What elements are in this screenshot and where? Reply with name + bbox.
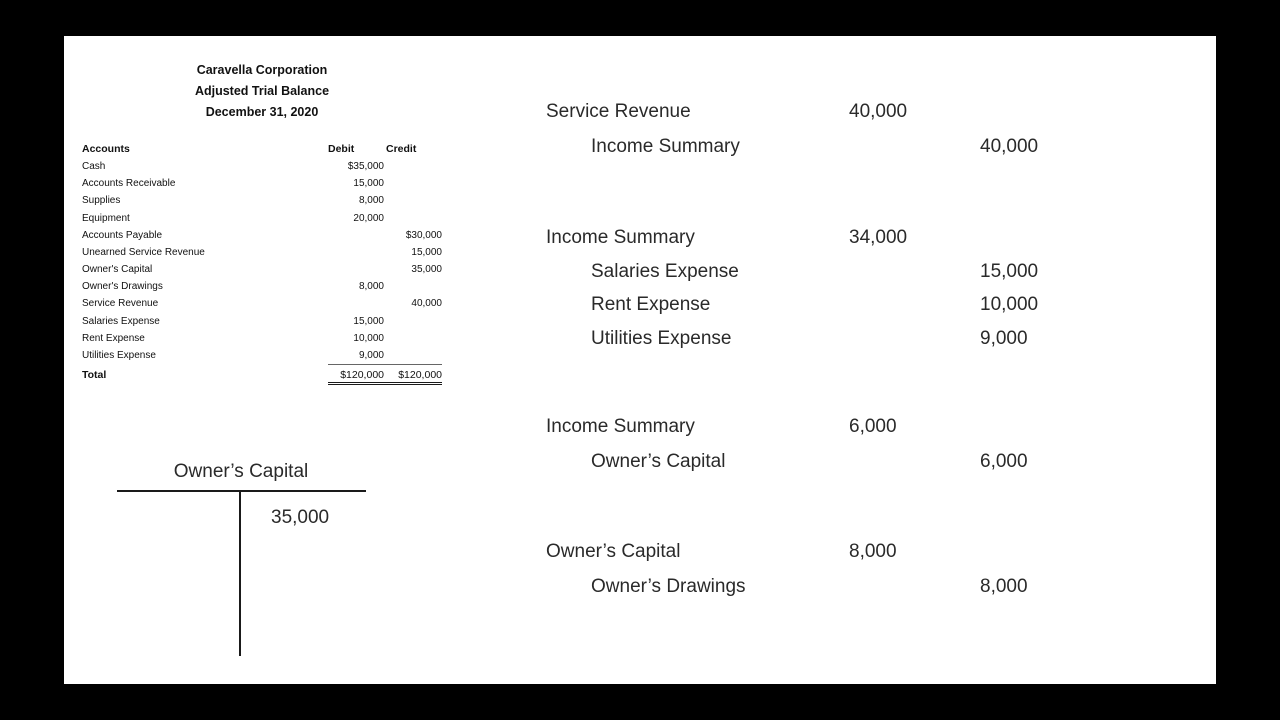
tb-debit: 10,000 <box>353 333 384 344</box>
total-rule-top <box>328 364 442 365</box>
tb-credit: $30,000 <box>405 230 442 241</box>
tb-debit: 8,000 <box>358 195 384 206</box>
je-credit-account: Owner’s Capital <box>591 451 726 472</box>
report-date: December 31, 2020 <box>205 105 319 119</box>
tb-debit: 20,000 <box>353 213 384 224</box>
tb-account: Salaries Expense <box>82 316 160 327</box>
tb-debit: 8,000 <box>358 281 384 292</box>
tb-account: Accounts Receivable <box>82 178 176 189</box>
tb-account: Service Revenue <box>82 298 159 309</box>
je-credit-amount: 9,000 <box>980 328 1028 349</box>
t-account-horizontal <box>117 490 366 492</box>
tb-account: Unearned Service Revenue <box>82 247 205 258</box>
je-credit-account: Utilities Expense <box>591 328 732 349</box>
report-title: Adjusted Trial Balance <box>194 84 330 98</box>
je-debit-amount: 8,000 <box>849 541 897 562</box>
credit-column-header: Credit <box>386 143 417 155</box>
tb-total-debit: $120,000 <box>340 369 384 381</box>
tb-debit: $35,000 <box>347 161 384 172</box>
slide <box>64 36 1216 684</box>
tb-debit: 9,000 <box>358 350 384 361</box>
tb-total-label: Total <box>82 369 107 381</box>
total-double-rule-1 <box>328 382 442 383</box>
tb-account: Owner's Drawings <box>82 281 163 292</box>
debit-column-header: Debit <box>328 143 355 155</box>
tb-account: Accounts Payable <box>82 230 163 241</box>
company-name: Caravella Corporation <box>196 63 328 77</box>
tb-account: Cash <box>82 161 106 172</box>
t-account-credit-entry: 35,000 <box>271 507 330 528</box>
je-credit-amount: 15,000 <box>980 261 1039 282</box>
je-debit-account: Service Revenue <box>546 101 691 122</box>
je-credit-amount: 6,000 <box>980 451 1028 472</box>
accounts-column-header: Accounts <box>82 143 130 155</box>
tb-credit: 40,000 <box>411 298 442 309</box>
tb-debit: 15,000 <box>353 178 384 189</box>
je-credit-amount: 10,000 <box>980 294 1039 315</box>
je-debit-account: Income Summary <box>546 416 695 437</box>
je-credit-account: Owner’s Drawings <box>591 576 746 597</box>
tb-account: Rent Expense <box>82 333 145 344</box>
total-double-rule-2 <box>328 384 442 385</box>
tb-account: Equipment <box>82 213 130 224</box>
tb-account: Owner's Capital <box>82 264 153 275</box>
je-debit-amount: 40,000 <box>849 101 908 122</box>
t-account-vertical <box>239 491 241 656</box>
tb-credit: 15,000 <box>411 247 442 258</box>
tb-account: Supplies <box>82 195 121 206</box>
tb-total-credit: $120,000 <box>398 369 442 381</box>
tb-credit: 35,000 <box>411 264 442 275</box>
je-credit-account: Rent Expense <box>591 294 711 315</box>
je-debit-amount: 34,000 <box>849 227 908 248</box>
je-credit-amount: 8,000 <box>980 576 1028 597</box>
je-credit-account: Income Summary <box>591 136 740 157</box>
je-debit-amount: 6,000 <box>849 416 897 437</box>
je-credit-account: Salaries Expense <box>591 261 739 282</box>
tb-account: Utilities Expense <box>82 350 156 361</box>
je-debit-account: Owner’s Capital <box>546 541 681 562</box>
je-credit-amount: 40,000 <box>980 136 1039 157</box>
je-debit-account: Income Summary <box>546 227 695 248</box>
t-account-title: Owner’s Capital <box>173 461 309 482</box>
tb-debit: 15,000 <box>353 316 384 327</box>
